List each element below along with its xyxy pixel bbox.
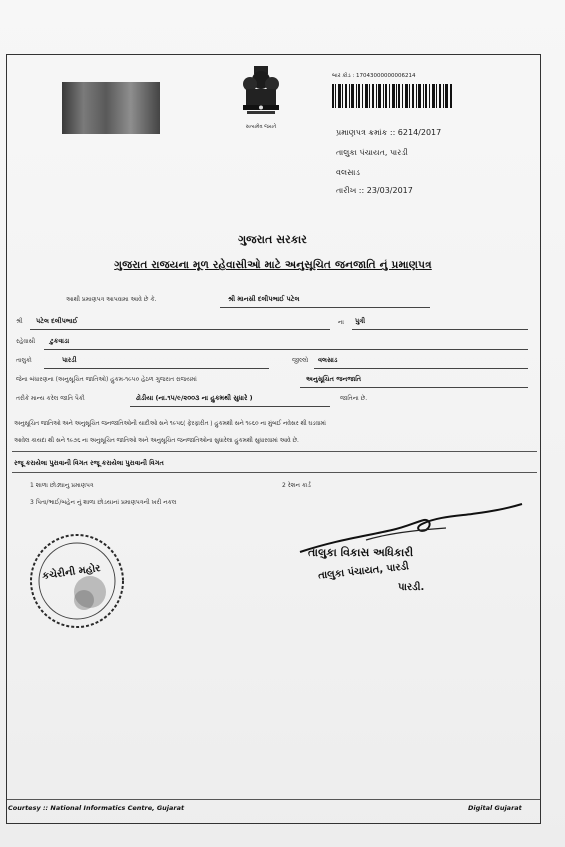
- village-value: ટુકવાડા: [50, 337, 70, 345]
- certificate-date: તારીખ :: 23/03/2017: [336, 186, 413, 195]
- applicant-photo: [62, 82, 160, 134]
- issuing-district: વલસાડ: [336, 168, 360, 177]
- national-emblem-icon: [236, 64, 286, 130]
- footer-courtesy: Courtesy :: National Informatics Centre, Gujarat: [8, 804, 185, 812]
- barcode-label: બાર કોડ : 17043000000006214: [332, 73, 416, 79]
- section-divider-bottom: [12, 472, 537, 473]
- paragraph-line-1: અનુસૂચિત જાતિઓ અને અનુસૂચિત જનજાતિઓની યાદીઓ સને ૧૯૫૬( ફેરફારીત ) હુકમથી સને ૧૯૬૦ ના મુંબઈ નવેસર થી ઘડવામાં: [14, 421, 326, 427]
- document-item-1: 1 શાળા છોડ્યાનુ પ્રમાણપત્ર: [30, 482, 94, 489]
- caste-value: ઢોડીયા (ના.૧૫/૯/૨૦૦૩ ના હુકમથી સુધારે ): [136, 394, 253, 402]
- officer-designation: તાલુકા વિકાસ અધિકારી: [308, 546, 414, 559]
- government-title: ગુજરાત સરકાર: [238, 233, 307, 246]
- certificate-number: પ્રમાણપત્ર ક્રમાંક :: 6214/2017: [336, 128, 442, 137]
- applicant-underline: [220, 307, 430, 308]
- document-item-3: 3 પિતા/ભાઈ/બહેન નું શાળા છોડયાનાં પ્રમાણપત્રની ખરી નકલ: [30, 499, 177, 506]
- footer-divider: [7, 799, 540, 800]
- taluka-label: તાલુકો: [16, 357, 32, 364]
- caste-underline: [130, 406, 330, 407]
- father-name: પટેલ દલીપભાઈ: [36, 317, 78, 325]
- relation-value: પુત્રી: [355, 317, 366, 325]
- district-underline: [314, 368, 528, 369]
- barcode-icon: [332, 84, 452, 108]
- documents-heading: રજૂ કરાયેલા પુરાવાની વિગત રજૂ કરાયેલા પુરાવાની વિગત: [14, 459, 164, 467]
- issuing-office: તાલુકા પંચાયત, પારડી: [336, 148, 408, 157]
- category-underline: [300, 387, 528, 388]
- taluka-value: પારડી: [62, 356, 77, 364]
- caste-suffix: જાતિના છે.: [340, 395, 368, 402]
- taluka-underline: [44, 368, 269, 369]
- applicant-name: શ્રી માનસી દલીપભાઈ પટેલ: [228, 295, 300, 303]
- father-underline: [30, 329, 330, 330]
- category-value: અનુસૂચિત જનજાતિ: [306, 375, 362, 383]
- officer-office-stamp: તાલુકા પંચાયત, પારડી: [317, 561, 410, 582]
- footer-brand: Digital Gujarat: [468, 804, 522, 812]
- section-divider-top: [12, 451, 537, 452]
- district-label: જીલ્લો: [292, 357, 309, 364]
- shri-label: શ્રી: [16, 318, 23, 325]
- issued-label: આથી પ્રમાણપત્ર આપવામા આવે છે કે.: [66, 296, 157, 303]
- stamp-text: કચેરીની મહોર: [41, 562, 102, 583]
- village-underline: [44, 349, 528, 350]
- village-label: રહેવાસી: [16, 338, 36, 345]
- officer-place: પારડી.: [398, 582, 425, 593]
- document-item-2: 2 રેશન કાર્ડ: [282, 482, 311, 489]
- clause-label: જેના બંધારણના (અનુસૂચિત જાતિઓ) હુકમ-૧૯૫૦ હેઠળ ગુજરાત રાજયમાં: [16, 376, 197, 383]
- relation-underline: [352, 329, 528, 330]
- district-value: વલસાડ: [318, 356, 338, 364]
- recognized-label: તરીકે માન્ય કરેલ જાતિ પૈકી: [16, 395, 85, 402]
- emblem-caption: સત્યમેવ જયતે: [245, 124, 277, 130]
- certificate-title: ગુજરાત રાજયના મૂળ રહેવાસીઓ માટે અનુસૂચિત જનજાતિ નું પ્રમાણપત્ર: [114, 259, 432, 271]
- relation-label: ના: [338, 319, 344, 326]
- paragraph-line-2: આવેલ કાયદા થી સને ૧૯૭૬ ના અનુસૂચિત જાતિઓ અને અનુસૂચિત જનજાતિઓના સુધારેલા હુકમથી સુધારવામાં આવે છે.: [14, 438, 299, 444]
